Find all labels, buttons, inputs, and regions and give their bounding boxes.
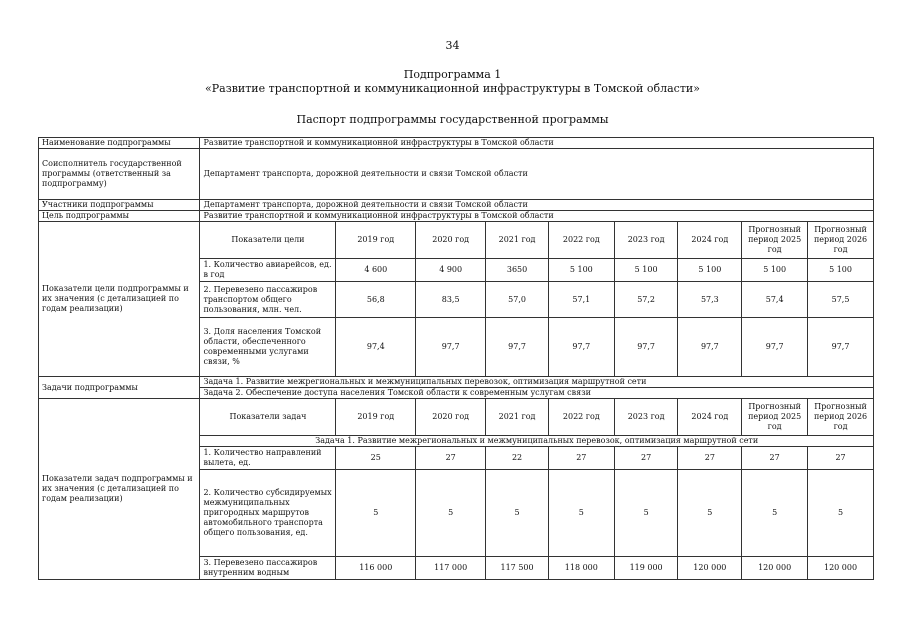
year-header: 2021 год: [486, 222, 549, 259]
row-label: Наименование подпрограммы: [39, 138, 200, 149]
year-header: Прогнозный период 2026 год: [808, 222, 874, 259]
indicator-value: 57,1: [548, 282, 614, 318]
year-header: Прогнозный период 2025 год: [742, 399, 808, 436]
indicator-value: 5: [548, 470, 614, 557]
indicator-value: 5: [614, 470, 678, 557]
year-header: 2023 год: [614, 399, 678, 436]
row-label: Цель подпрограммы: [39, 211, 200, 222]
indicator-value: 27: [808, 447, 874, 470]
indicator-value: 120 000: [678, 557, 742, 580]
row-label: Соисполнитель государственной программы (ответственный за подпрограмму): [39, 149, 200, 200]
indicator-value: 5 100: [678, 259, 742, 282]
row-participants: [39, 200, 874, 211]
indicator-name: 1. Количество авиарейсов, ед. в год: [200, 259, 336, 282]
indicator-value: 56,8: [336, 282, 416, 318]
row-goal: [39, 211, 874, 222]
indicator-value: 57,2: [614, 282, 678, 318]
indicator-value: 5: [416, 470, 486, 557]
indicator-value: 57,4: [742, 282, 808, 318]
indicator-value: 5 100: [742, 259, 808, 282]
year-header: Прогнозный период 2025 год: [742, 222, 808, 259]
indicator-value: 57,0: [486, 282, 549, 318]
indicator-value: 83,5: [416, 282, 486, 318]
year-header: 2022 год: [548, 399, 614, 436]
indicator-value: 97,7: [808, 318, 874, 377]
row-name: [39, 138, 874, 149]
task-1: Задача 1. Развитие межрегиональных и межмуниципальных перевозок, оптимизация маршрутной сети: [200, 377, 874, 388]
indicator-value: 5: [486, 470, 549, 557]
indicator-name: 3. Перевезено пассажиров внутренним водным: [200, 557, 336, 580]
indicator-value: 97,7: [742, 318, 808, 377]
indicator-value: 4 900: [416, 259, 486, 282]
page-number: 34: [445, 39, 460, 52]
indicator-name: 1. Количество направлений вылета, ед.: [200, 447, 336, 470]
passport-title: Паспорт подпрограммы государственной программы: [296, 113, 609, 126]
row-label: Показатели задач подпрограммы и их значения (с детализацией по годам реализации): [39, 399, 200, 580]
indicator-value: 25: [336, 447, 416, 470]
indicator-value: 22: [486, 447, 549, 470]
row-value: Департамент транспорта, дорожной деятельности и связи Томской области: [200, 200, 874, 211]
row-label: Участники подпрограммы: [39, 200, 200, 211]
year-header: 2020 год: [416, 222, 486, 259]
year-header: 2019 год: [336, 399, 416, 436]
indicator-value: 116 000: [336, 557, 416, 580]
indicator-value: 5 100: [614, 259, 678, 282]
row-label: Показатели цели подпрограммы и их значения (с детализацией по годам реализации): [39, 222, 200, 377]
indicator-value: 27: [416, 447, 486, 470]
indicator-value: 97,4: [336, 318, 416, 377]
title-line-1: Подпрограмма 1: [403, 68, 502, 81]
indicator-value: 97,7: [548, 318, 614, 377]
indicator-value: 57,3: [678, 282, 742, 318]
indicator-value: 5: [742, 470, 808, 557]
indicator-value: 27: [678, 447, 742, 470]
task-2: Задача 2. Обеспечение доступа населения Томской области к современным услугам связи: [200, 388, 874, 399]
task-header-row: [39, 399, 874, 436]
indicator-value: 120 000: [808, 557, 874, 580]
indicator-value: 27: [548, 447, 614, 470]
year-header: 2023 год: [614, 222, 678, 259]
indicator-value: 5 100: [808, 259, 874, 282]
indicator-value: 5: [336, 470, 416, 557]
indicator-value: 27: [742, 447, 808, 470]
indicator-value: 5 100: [548, 259, 614, 282]
indicator-value: 97,7: [486, 318, 549, 377]
task-header-label: Показатели задач: [200, 399, 336, 436]
indicator-value: 97,7: [416, 318, 486, 377]
subprogram-title: [0, 68, 905, 96]
year-header: 2024 год: [678, 399, 742, 436]
year-header: 2024 год: [678, 222, 742, 259]
row-value: Развитие транспортной и коммуникационной инфраструктуры в Томской области: [200, 138, 874, 149]
indicator-name: 3. Доля населения Томской области, обеспеченного современными услугами связи, %: [200, 318, 336, 377]
indicator-value: 5: [808, 470, 874, 557]
goal-header-label: Показатели цели: [200, 222, 336, 259]
indicator-value: 118 000: [548, 557, 614, 580]
indicator-name: 2. Перевезено пассажиров транспортом общего пользования, млн. чел.: [200, 282, 336, 318]
task-subheader: Задача 1. Развитие межрегиональных и межмуниципальных перевозок, оптимизация маршрутной сети: [200, 436, 874, 447]
year-header: Прогнозный период 2026 год: [808, 399, 874, 436]
indicator-value: 117 000: [416, 557, 486, 580]
indicator-value: 57,5: [808, 282, 874, 318]
indicator-value: 117 500: [486, 557, 549, 580]
indicator-value: 3650: [486, 259, 549, 282]
passport-table: [38, 137, 874, 580]
row-coexecutor: [39, 149, 874, 200]
indicator-value: 119 000: [614, 557, 678, 580]
year-header: 2020 год: [416, 399, 486, 436]
indicator-value: 97,7: [614, 318, 678, 377]
indicator-value: 97,7: [678, 318, 742, 377]
row-value: Развитие транспортной и коммуникационной инфраструктуры в Томской области: [200, 211, 874, 222]
indicator-name: 2. Количество субсидируемых межмуниципальных пригородных маршрутов автомобильного транспорта общего пользования, ед.: [200, 470, 336, 557]
title-line-2: «Развитие транспортной и коммуникационной инфраструктуры в Томской области»: [205, 82, 700, 95]
indicator-value: 4 600: [336, 259, 416, 282]
year-header: 2019 год: [336, 222, 416, 259]
indicator-value: 120 000: [742, 557, 808, 580]
task-row: [39, 377, 874, 388]
year-header: 2021 год: [486, 399, 549, 436]
indicator-value: 27: [614, 447, 678, 470]
goal-header-row: [39, 222, 874, 259]
year-header: 2022 год: [548, 222, 614, 259]
row-value: Департамент транспорта, дорожной деятельности и связи Томской области: [200, 149, 874, 200]
indicator-value: 5: [678, 470, 742, 557]
row-label: Задачи подпрограммы: [39, 377, 200, 399]
